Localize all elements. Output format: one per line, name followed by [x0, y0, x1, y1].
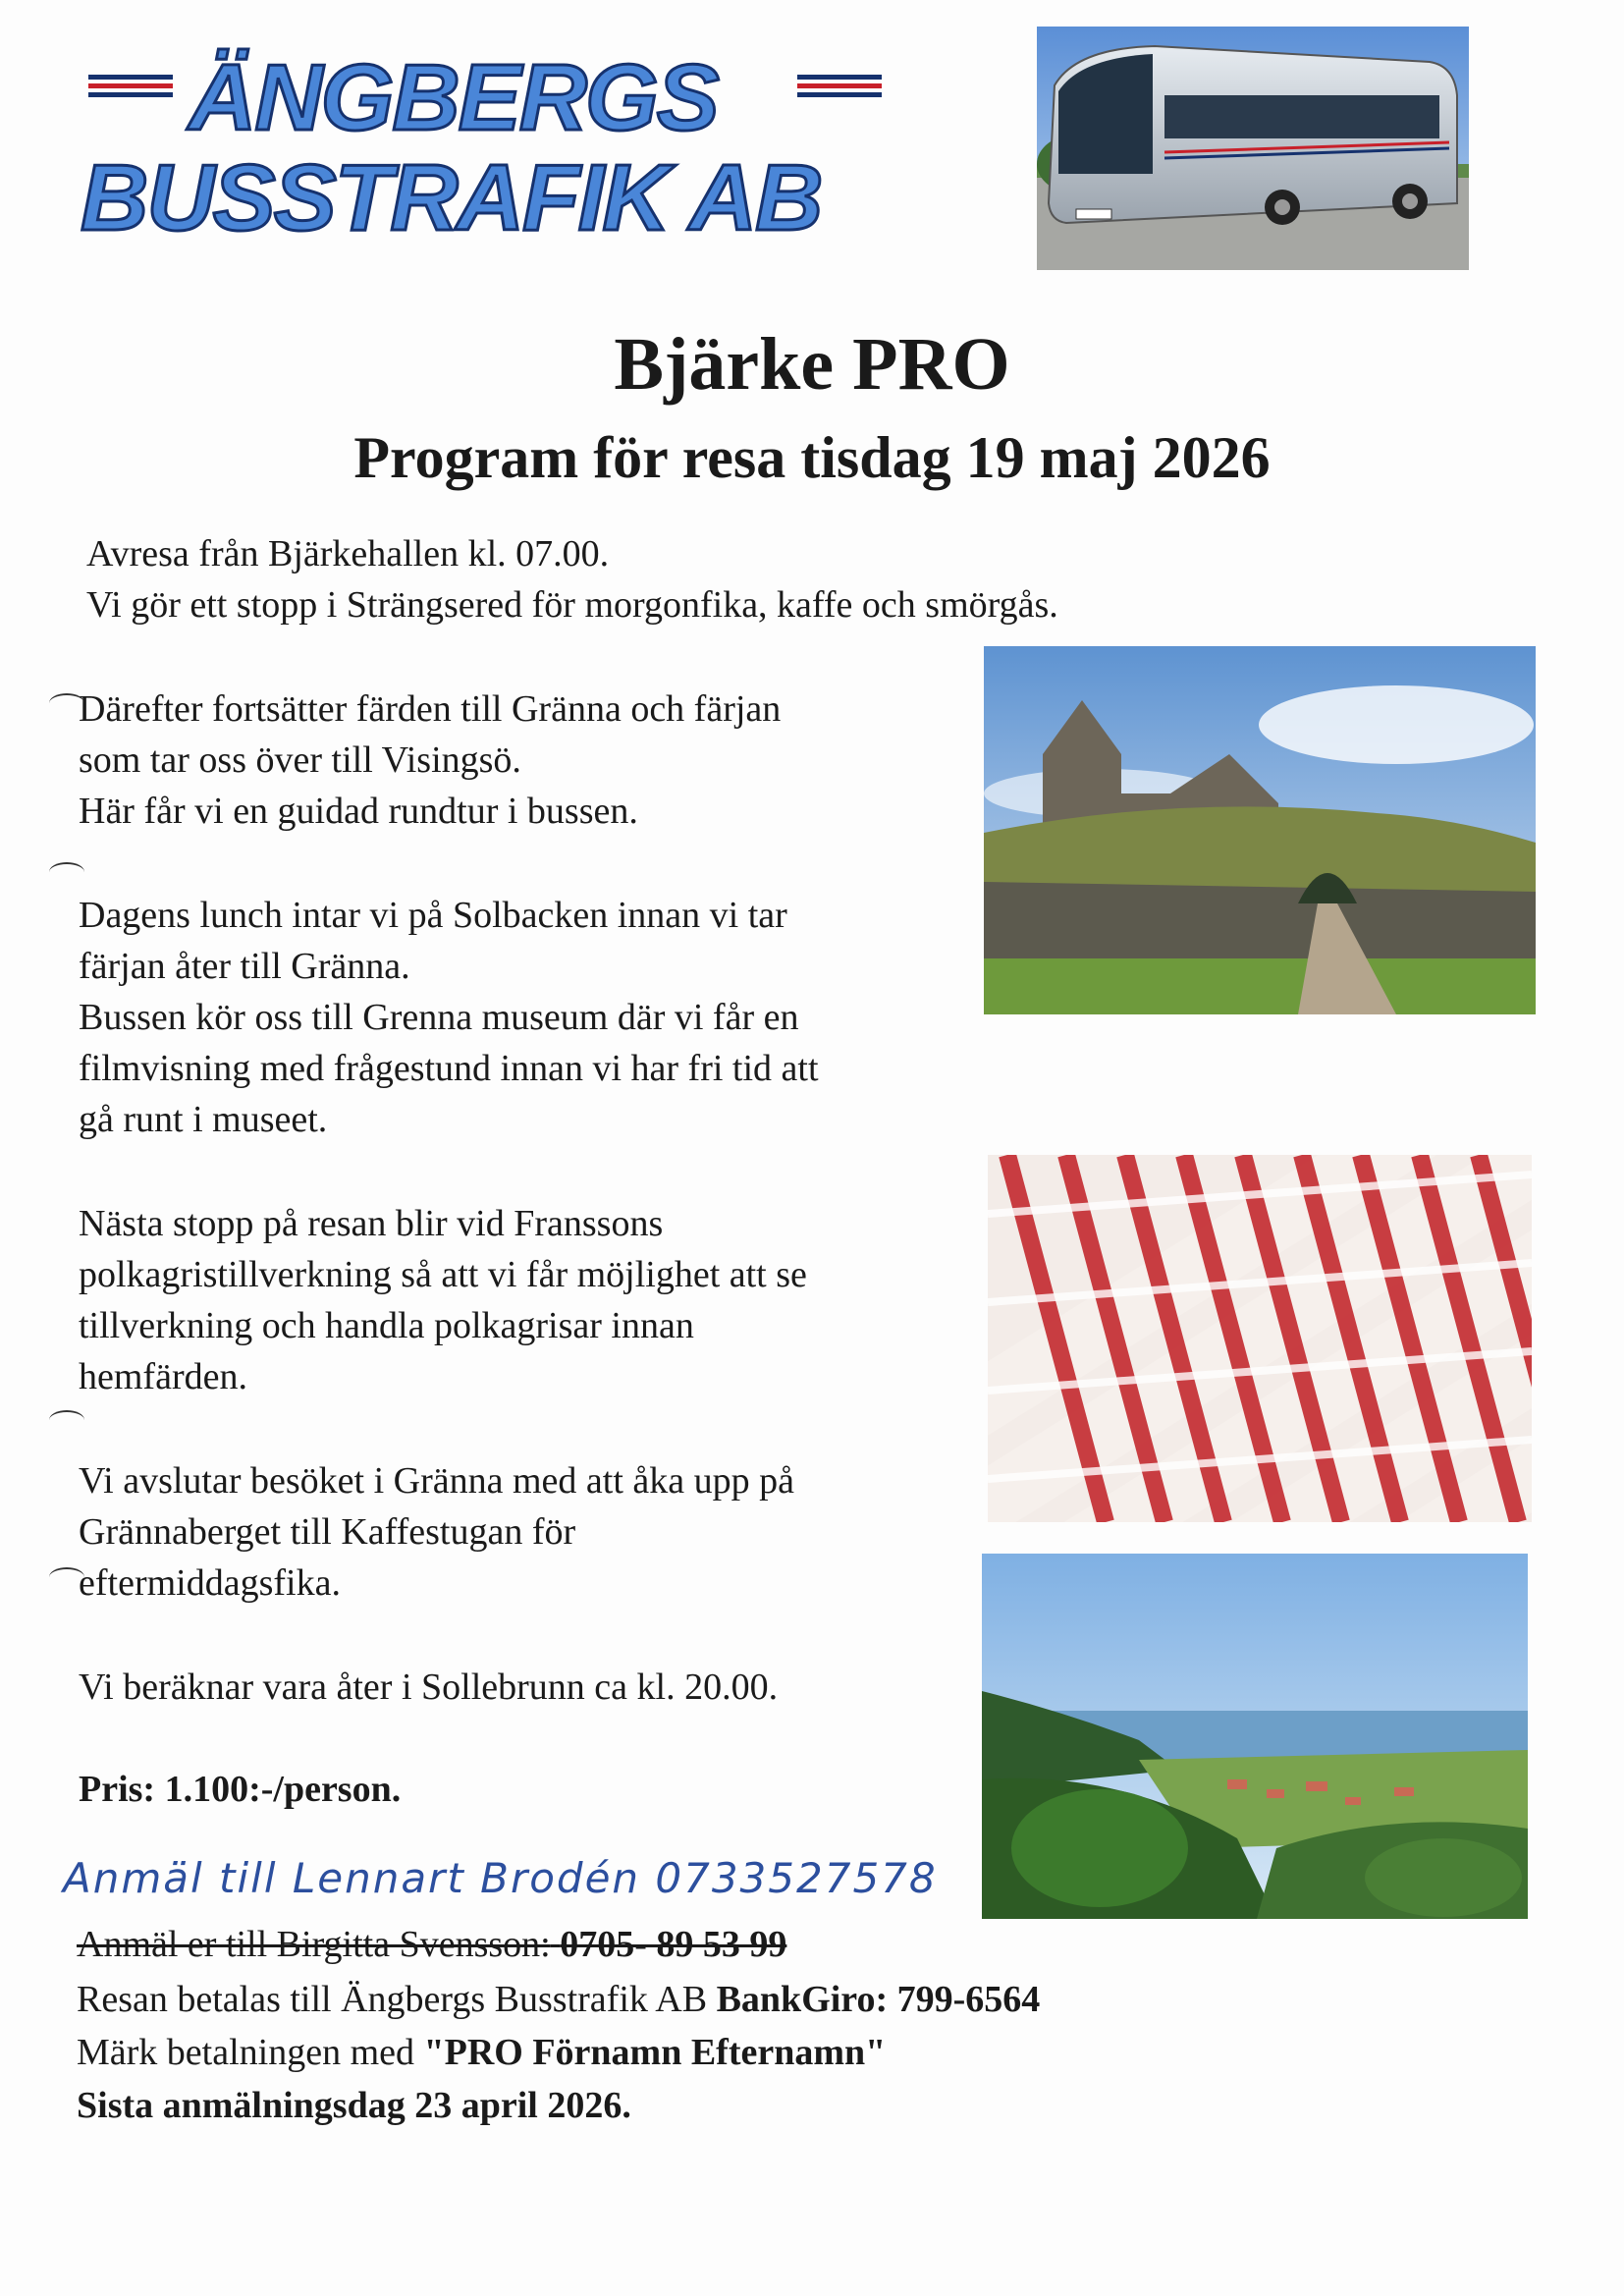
text-line: färjan åter till Gränna.: [79, 946, 410, 987]
struck-signup-label: Anmäl er till Birgitta Svensson:: [77, 1924, 551, 1965]
text-line: gå runt i museet.: [79, 1099, 328, 1140]
deadline: Sista anmälningsdag 23 april 2026.: [77, 2085, 631, 2126]
handwritten-signup: Anmäl till Lennart Brodén 0733527578: [63, 1854, 938, 1902]
payment-text: Resan betalas till Ängbergs Busstrafik AB: [77, 1979, 708, 2020]
vattern-view-photo: [982, 1554, 1528, 1919]
margin-mark: [49, 1410, 84, 1430]
text-line: filmvisning med frågestund innan vi har fri tid att: [79, 1048, 819, 1089]
text-line: eftermiddagsfika.: [79, 1562, 341, 1604]
logo-line2: BUSSTRAFIK AB: [81, 145, 822, 250]
payment-line1: [77, 1974, 1353, 2025]
price: Pris: 1.100:-/person.: [79, 1769, 402, 1810]
text-line: hemfärden.: [79, 1356, 247, 1397]
text-line: Därefter fortsätter färden till Gränna och färjan: [79, 688, 782, 730]
margin-mark: [49, 693, 84, 713]
margin-mark: [49, 862, 84, 882]
bankgiro: BankGiro: 799-6564: [716, 1979, 1041, 2020]
margin-mark: [49, 1567, 84, 1587]
text-line: Bussen kör oss till Grenna museum där vi får en: [79, 997, 799, 1038]
payment-ref-text: Märk betalningen med: [77, 2032, 415, 2073]
lunch-paragraph: [79, 890, 982, 1145]
text-line: Vi avslutar besöket i Gränna med att åka upp på: [79, 1460, 794, 1502]
text-line: som tar oss över till Visingsö.: [79, 739, 521, 781]
logo-bars-left: [88, 75, 173, 106]
visingso-paragraph: [79, 683, 982, 837]
company-logo: [81, 45, 915, 250]
struck-signup: [77, 1919, 980, 1970]
text-line: Nästa stopp på resan blir vid Franssons: [79, 1203, 664, 1244]
text-line: polkagristillverkning så att vi får möjlighet att se: [79, 1254, 807, 1295]
payment-ref: "PRO Förnamn Efternamn": [423, 2032, 887, 2073]
text-line: Grännaberget till Kaffestugan för: [79, 1511, 576, 1553]
kaffestugan-paragraph: [79, 1455, 982, 1609]
return-line: Vi beräknar vara åter i Sollebrunn ca kl. 20.00.: [79, 1667, 779, 1708]
struck-signup-phone: 0705- 89 53 99: [560, 1924, 787, 1965]
page-subtitle: Program för resa tisdag 19 maj 2026: [353, 425, 1271, 490]
payment-line2: [77, 2027, 1353, 2078]
page-title: Bjärke PRO: [614, 323, 1010, 406]
logo-line1: ÄNGBERGS: [189, 45, 718, 150]
text-line: tillverkning och handla polkagrisar innan: [79, 1305, 694, 1346]
polkagris-paragraph: [79, 1198, 982, 1402]
intro-line: Vi gör ett stopp i Strängsered för morgonfika, kaffe och smörgås.: [86, 584, 1058, 626]
intro-paragraph: [86, 528, 1461, 630]
visingsborg-ruin-photo: [984, 646, 1536, 1014]
intro-line: Avresa från Bjärkehallen kl. 07.00.: [86, 533, 610, 574]
text-line: Dagens lunch intar vi på Solbacken innan vi tar: [79, 895, 787, 936]
text-line: Här får vi en guidad rundtur i bussen.: [79, 791, 638, 832]
polkagris-candy-photo: [988, 1155, 1532, 1522]
bus-photo: [1037, 27, 1469, 270]
logo-bars-right: [797, 75, 882, 106]
